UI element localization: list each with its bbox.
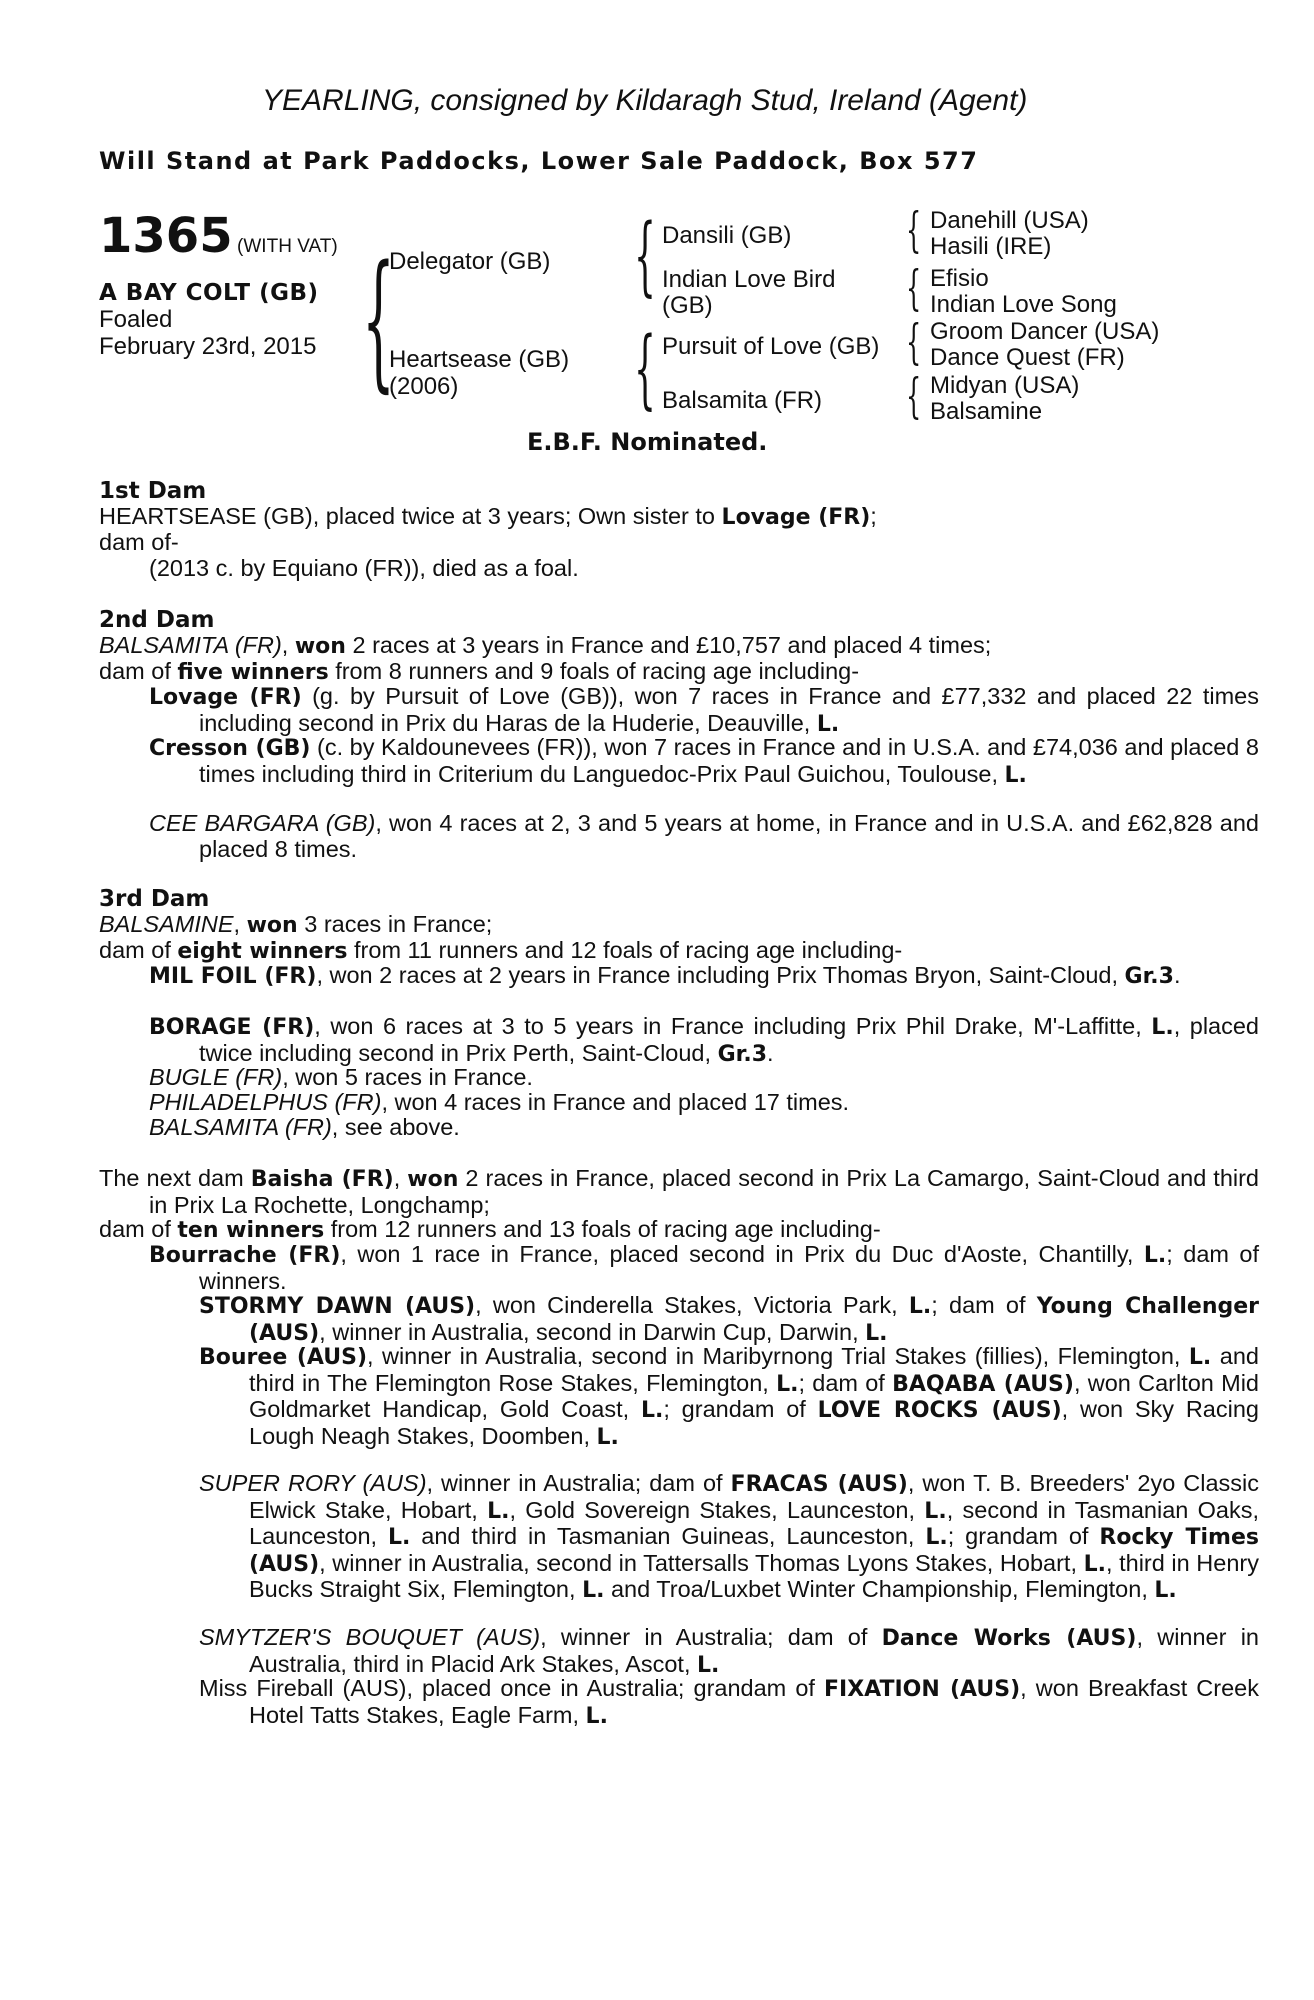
produce-entry	[199, 1293, 1259, 1346]
horse-name: FRACAS (AUS)	[730, 1472, 908, 1497]
horse-name: Bouree (AUS)	[199, 1345, 367, 1370]
race-grade: L.	[387, 1525, 411, 1550]
horse-name: BORAGE (FR)	[149, 1015, 315, 1040]
produce-entry	[149, 1242, 1259, 1294]
second-dam-heading: 2nd Dam	[99, 607, 215, 633]
produce-entry	[149, 811, 1259, 862]
pedigree-gg8: Balsamine	[930, 398, 1043, 425]
text: , Gold Sovereign Stakes, Launceston,	[509, 1496, 925, 1523]
race-grade: L.	[776, 1371, 799, 1397]
text: , winner in Australia, second in Darwin Cup, Darwin,	[319, 1318, 866, 1345]
text: , winner in Australia, third in Placid Ark Stakes, Ascot,	[249, 1624, 1259, 1677]
pedigree-dam-dam: Balsamita (FR)	[662, 387, 823, 414]
pedigree-dam-year: (2006)	[389, 373, 459, 400]
race-grade: L.	[1188, 1345, 1212, 1370]
produce-entry	[199, 1471, 1259, 1604]
emphasis: ten winners	[177, 1218, 325, 1243]
text: , won 5 races in France.	[282, 1064, 533, 1090]
text: The next dam	[99, 1165, 251, 1191]
horse-name: Cresson (GB)	[149, 736, 311, 761]
race-grade: L.	[1154, 1578, 1177, 1603]
text: , placed twice including second in Prix Perth, Saint-Cloud,	[199, 1013, 1259, 1066]
text: , winner in Australia, second in Maribyrnong Trial Stakes (fillies), Flemington,	[367, 1343, 1189, 1369]
race-grade: L.	[865, 1320, 888, 1346]
horse-name: SUPER RORY (AUS)	[199, 1470, 427, 1496]
text: and third in Tasmanian Guineas, Launceston,	[410, 1523, 926, 1549]
first-dam-produce: (2013 c. by Equiano (FR)), died as a foal.	[149, 555, 579, 581]
brace: {	[906, 202, 922, 258]
race-grade: L.	[1004, 762, 1027, 788]
text: ; dam of	[798, 1369, 893, 1396]
text: , won Cinderella Stakes, Victoria Park,	[475, 1292, 909, 1318]
text: , see above.	[331, 1114, 460, 1140]
text: from 11 runners and 12 foals of racing age including-	[347, 937, 903, 963]
text: ,	[393, 1165, 408, 1191]
brace: {	[906, 368, 922, 424]
text: , winner in Australia; dam of	[426, 1470, 731, 1496]
brace: {	[906, 260, 922, 316]
lot-description: A BAY COLT (GB)	[99, 280, 319, 306]
text: (c. by Kaldounevees (FR)), won 7 races in France and in U.S.A. and £74,036 and placed 8 times including third in Criterium du Languedoc-Prix Paul Guichou, Toulouse,	[199, 734, 1259, 787]
race-grade: L.	[596, 1424, 619, 1450]
dam-name: BALSAMITA (FR)	[99, 632, 282, 658]
second-dam-produce-summary	[99, 659, 1209, 686]
text: , won 2 races at 2 years in France including Prix Thomas Bryon, Saint-Cloud,	[316, 962, 1125, 988]
first-dam-dam-of: dam of-	[99, 529, 179, 555]
text: Miss Fireball (AUS), placed once in Australia; grandam of	[199, 1675, 824, 1701]
brace: {	[362, 234, 395, 406]
ebf-nominated: E.B.F. Nominated.	[527, 428, 768, 456]
pedigree-sire-dam: Indian Love Bird	[662, 266, 836, 293]
text: dam of	[99, 937, 178, 963]
text: 2 races in France, placed second in Prix La Camargo, Saint-Cloud and third in Prix La Rochette, Longchamp;	[149, 1165, 1259, 1218]
text: .	[1173, 962, 1181, 988]
horse-name: BUGLE (FR)	[149, 1064, 283, 1090]
horse-name: CEE BARGARA (GB)	[149, 810, 376, 836]
pedigree-sire: Delegator (GB)	[389, 248, 551, 275]
dam-name: BALSAMINE	[99, 911, 234, 937]
race-grade: L.	[582, 1578, 605, 1603]
text: from 8 runners and 9 foals of racing age including-	[328, 658, 860, 684]
emphasis: won	[246, 913, 298, 938]
pedigree-gg4: Indian Love Song	[930, 291, 1117, 318]
produce-entry	[199, 1676, 1259, 1729]
horse-name: BAQABA (AUS)	[892, 1371, 1074, 1397]
text: , winner in Australia, second in Tattersalls Thomas Lyons Stakes, Hobart,	[319, 1549, 1084, 1576]
third-dam-heading: 3rd Dam	[99, 886, 210, 912]
emphasis: won	[294, 634, 346, 659]
text: .	[767, 1039, 774, 1066]
race-grade: L.	[816, 711, 840, 737]
text: ; dam of winners.	[199, 1241, 1260, 1294]
lot-header	[99, 208, 338, 264]
text: and third in The Flemington Rose Stakes, Flemington,	[249, 1343, 1259, 1396]
pedigree-gg7: Midyan (USA)	[930, 372, 1080, 399]
pedigree-gg2: Hasili (IRE)	[930, 233, 1052, 260]
horse-name: Young Challenger (AUS)	[249, 1294, 1259, 1346]
brace: {	[634, 206, 656, 306]
race-grade: L.	[1083, 1551, 1106, 1577]
produce-entry	[149, 1065, 533, 1091]
text: ,	[281, 632, 295, 658]
horse-name: Rocky Times (AUS)	[249, 1525, 1259, 1577]
first-dam-heading: 1st Dam	[99, 478, 207, 504]
third-dam-line	[99, 912, 1209, 939]
pedigree-sire-sire: Dansili (GB)	[662, 222, 792, 249]
third-dam-produce-summary	[99, 938, 1209, 965]
text: ; grandam of	[947, 1523, 1100, 1549]
text: ,	[233, 911, 247, 937]
text: , won 1 race in France, placed second in Prix du Duc d'Aoste, Chantilly,	[340, 1241, 1144, 1267]
horse-name: FIXATION (AUS)	[824, 1677, 1021, 1702]
text: , won T. B. Breeders' 2yo Classic Elwick Stake, Hobart,	[249, 1470, 1259, 1523]
pedigree-dam-name: Heartsease (GB)	[389, 346, 570, 373]
text: 2 races at 3 years in France and £10,757 and placed 4 times;	[345, 632, 992, 658]
foaled-date: February 23rd, 2015	[99, 333, 317, 360]
produce-entry	[149, 963, 1259, 990]
first-dam-line	[99, 504, 1209, 531]
text: , won 6 races at 3 to 5 years in France including Prix Phil Drake, M'-Laffitte,	[314, 1013, 1152, 1039]
text: , won Carlton Mid Goldmarket Handicap, Gold Coast,	[249, 1369, 1259, 1422]
emphasis: eight winners	[177, 939, 348, 964]
text: and Troa/Luxbet Winter Championship, Flemington,	[604, 1576, 1155, 1602]
stand-location: Will Stand at Park Paddocks, Lower Sale Paddock, Box 577	[99, 147, 979, 175]
produce-entry	[199, 1344, 1259, 1450]
horse-name: Bourrache (FR)	[149, 1243, 341, 1268]
text: dam of	[99, 658, 178, 684]
text: ; grandam of	[663, 1396, 818, 1422]
text: dam of	[99, 1216, 178, 1242]
race-grade: L.	[640, 1398, 664, 1423]
brace: {	[634, 319, 656, 419]
horse-name: Baisha (FR)	[250, 1167, 394, 1192]
race-grade: Gr.3	[717, 1041, 767, 1067]
text: 3 races in France;	[297, 911, 493, 937]
horse-name: Lovage (FR)	[149, 685, 302, 710]
produce-entry	[149, 684, 1259, 737]
text: ; dam of	[931, 1292, 1037, 1318]
race-grade: L.	[1143, 1243, 1167, 1268]
produce-entry	[149, 1014, 1259, 1067]
race-grade: L.	[925, 1525, 948, 1550]
text: , third in Henry Bucks Straight Six, Flemington,	[249, 1549, 1259, 1602]
produce-entry	[149, 735, 1259, 788]
text: , winner in Australia; dam of	[540, 1624, 882, 1650]
horse-name: STORMY DAWN (AUS)	[199, 1294, 476, 1319]
pedigree-gg6: Dance Quest (FR)	[930, 344, 1125, 371]
text: , won Breakfast Creek Hotel Tatts Stakes, Eagle Farm,	[249, 1675, 1259, 1728]
horse-name: Dance Works (AUS)	[881, 1626, 1137, 1651]
horse-name: Lovage (FR)	[721, 505, 871, 530]
race-grade: L.	[487, 1498, 510, 1524]
lot-number: 1365	[99, 208, 233, 264]
race-grade: L.	[924, 1498, 947, 1524]
brace: {	[906, 314, 922, 370]
produce-entry	[149, 1115, 460, 1141]
horse-name: SMYTZER'S BOUQUET (AUS)	[199, 1624, 541, 1650]
race-grade: L.	[1151, 1015, 1174, 1040]
horse-name: PHILADELPHUS (FR)	[149, 1089, 382, 1115]
pedigree-gg1: Danehill (USA)	[930, 207, 1089, 234]
text: , won 4 races at 2, 3 and 5 years at home, in France and in U.S.A. and £62,828 and placed 8 times.	[199, 810, 1259, 862]
horse-name: MIL FOIL (FR)	[149, 964, 317, 989]
horse-name: BALSAMITA (FR)	[149, 1114, 332, 1140]
pedigree-gg5: Groom Dancer (USA)	[930, 318, 1160, 345]
produce-entry	[199, 1625, 1259, 1678]
text: , won Sky Racing Lough Neagh Stakes, Doomben,	[249, 1396, 1259, 1449]
text: from 12 runners and 13 foals of racing age including-	[324, 1216, 881, 1242]
emphasis: won	[407, 1167, 459, 1192]
text: (g. by Pursuit of Love (GB)), won 7 races in France and £77,332 and placed 22 times including second in Prix du Haras de la Huderie, Deauville,	[199, 683, 1259, 736]
pedigree-dam-sire: Pursuit of Love (GB)	[662, 333, 880, 360]
race-grade: L.	[908, 1294, 932, 1319]
horse-name: LOVE ROCKS (AUS)	[817, 1398, 1062, 1423]
consignor-line: YEARLING, consigned by Kildaragh Stud, Ireland (Agent)	[262, 84, 1028, 117]
text: HEARTSEASE (GB), placed twice at 3 years; Own sister to	[99, 503, 722, 529]
next-dam-line	[99, 1166, 1259, 1218]
next-dam-produce-summary	[99, 1217, 1209, 1244]
race-grade: Gr.3	[1124, 964, 1174, 989]
text: , won 4 races in France and placed 17 times.	[381, 1089, 850, 1115]
text: , second in Tasmanian Oaks, Launceston,	[249, 1496, 1259, 1549]
race-grade: L.	[697, 1652, 720, 1678]
pedigree-gg3: Efisio	[930, 265, 989, 292]
pedigree-sire-dam-country: (GB)	[662, 292, 713, 319]
vat-note: (WITH VAT)	[237, 236, 338, 257]
produce-entry	[149, 1090, 849, 1116]
race-grade: L.	[585, 1703, 608, 1729]
second-dam-line	[99, 633, 1209, 660]
emphasis: five winners	[177, 660, 329, 685]
foaled-label: Foaled	[99, 306, 173, 333]
text: ;	[870, 503, 877, 529]
